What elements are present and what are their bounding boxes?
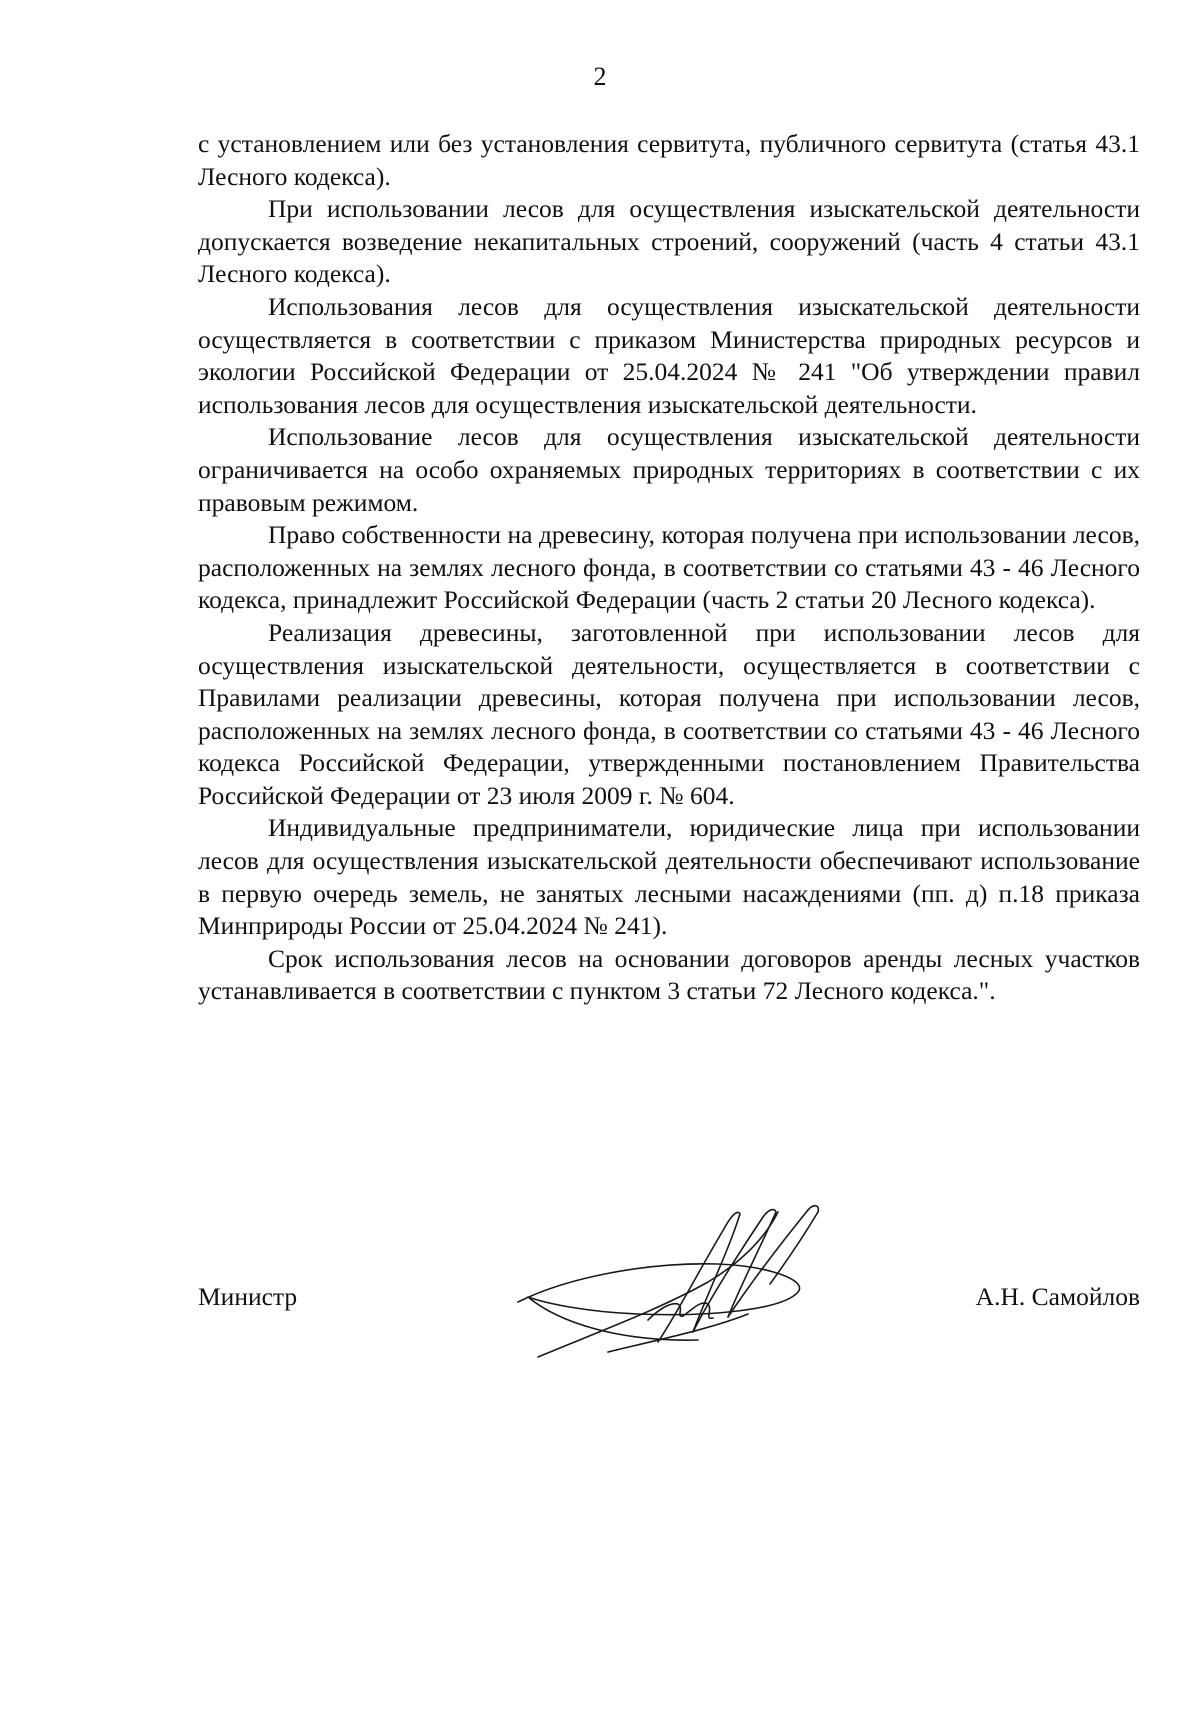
signature-block [198, 1192, 1140, 1372]
paragraph-1: с установлением или без установления сервитута, публичного сервитута (статья 43.1 Лесного кодекса). [198, 129, 1140, 191]
paragraph-5: Право собственности на древесину, которая получена при использовании лесов, расположенных на землях лесного фонда, в соответствии со статьями 43 - 46 Лесного кодекса, принадлежит Российской Федерации (часть 2 статьи 20 Лесного кодекса). [198, 520, 1140, 615]
paragraph-8: Срок использования лесов на основании договоров аренды лесных участков устанавливается в соответствии с пунктом 3 статьи 72 Лесного кодекса.". [198, 943, 1140, 1006]
paragraph-7: Индивидуальные предприниматели, юридические лица при использовании лесов для осуществления изыскательской деятельности обеспечивают использование в первую очередь земель, не занятых лесными насаждениями (пп. д) п.18 приказа Минприроды России от 25.04.2024 № 241). [198, 813, 1140, 941]
page-number: 2 [593, 62, 607, 91]
paragraph-4: Использование лесов для осуществления изыскательской деятельности ограничивается на особо охраняемых природных территориях в соответствии с их правовым режимом. [198, 422, 1140, 517]
signatory-name: А.Н. Самойлов [975, 1282, 1140, 1311]
paragraph-2: При использовании лесов для осуществления изыскательской деятельности допускается возведение некапитальных строений, сооружений (часть 4 статьи 43.1 Лесного кодекса). [198, 194, 1140, 289]
signatory-title: Министр [198, 1282, 298, 1311]
paragraph-6: Реализация древесины, заготовленной при использовании лесов для осуществления изыскательской деятельности, осуществляется в соответствии с Правилами реализации древесины, которая получена при использовании лесов, расположенных на землях лесного фонда, в соответствии со статьями 43 - 46 Лесного кодекса Российской Федерации, утвержденными постановлением Правительства Российской Федерации от 23 июля 2009 г. № 604. [198, 617, 1140, 810]
document-body [198, 128, 1140, 1008]
paragraph-3: Использования лесов для осуществления изыскательской деятельности осуществляется в соответствии с приказом Министерства природных ресурсов и экологии Российской Федерации от 25.04.2024 № 241 "Об утверждении правил использования лесов для осуществления изыскательской деятельности. [198, 291, 1140, 419]
handwritten-signature [508, 1192, 828, 1367]
